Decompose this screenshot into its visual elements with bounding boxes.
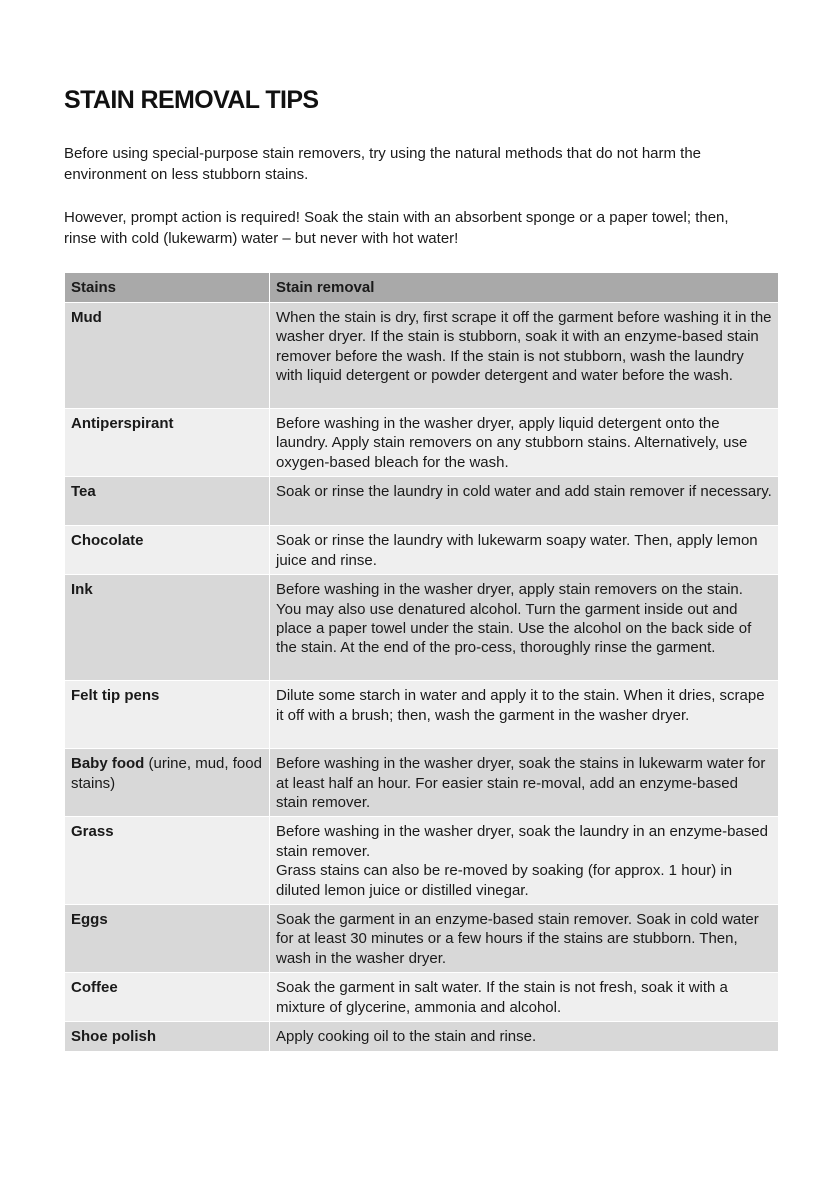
page-title: STAIN REMOVAL TIPS [64, 86, 319, 114]
stain-cell: Grass [65, 817, 270, 905]
table-row [65, 409, 779, 477]
table-row [65, 1022, 779, 1051]
stain-cell: Shoe polish [65, 1022, 270, 1051]
stain-cell: Coffee [65, 973, 270, 1022]
header-stain-removal: Stain removal [270, 273, 779, 303]
table-row [65, 477, 779, 526]
removal-cell: Before washing in the washer dryer, soak the stains in lukewarm water for at least half an hour. For easier stain re-moval, add an enzyme-based stain remover. [270, 749, 779, 817]
stain-cell: Ink [65, 575, 270, 681]
stain-cell: Eggs [65, 905, 270, 973]
stain-cell: Antiperspirant [65, 409, 270, 477]
intro-paragraph: However, prompt action is required! Soak the stain with an absorbent sponge or a paper towel; then, rinse with cold (lukewarm) water – but never with hot water! [64, 209, 729, 247]
removal-cell: Soak the garment in salt water. If the stain is not fresh, soak it with a mixture of glycerine, ammonia and alcohol. [270, 973, 779, 1022]
removal-cell: Soak the garment in an enzyme-based stain remover. Soak in cold water for at least 30 minutes or a few hours if the stains are stubborn. Then, wash in the washer dryer. [270, 905, 779, 973]
stain-cell: Mud [65, 303, 270, 409]
stain-cell: Baby food (urine, mud, food stains) [65, 749, 270, 817]
removal-cell: Dilute some starch in water and apply it to the stain. When it dries, scrape it off with a brush; then, wash the garment in the washer dryer. [270, 681, 779, 749]
stain-cell: Tea [65, 477, 270, 526]
stain-removal-table [64, 272, 779, 1052]
removal-cell: Soak or rinse the laundry with lukewarm soapy water. Then, apply lemon juice and rinse. [270, 526, 779, 575]
table-row [65, 817, 779, 905]
removal-cell: Before washing in the washer dryer, apply liquid detergent onto the laundry. Apply stain removers on any stubborn stains. Alternatively, use oxygen-based bleach for the wash. [270, 409, 779, 477]
header-stains: Stains [65, 273, 270, 303]
table-row [65, 681, 779, 749]
table-row [65, 973, 779, 1022]
removal-cell: Apply cooking oil to the stain and rinse. [270, 1022, 779, 1051]
table-row [65, 575, 779, 681]
stain-cell: Chocolate [65, 526, 270, 575]
removal-cell: When the stain is dry, first scrape it off the garment before washing it in the washer dryer. If the stain is stubborn, soak it with an enzyme-based stain remover before the wash. If the stain is not stubborn, wash the laundry with liquid detergent or powder detergent and water before the wash. [270, 303, 779, 409]
table-row [65, 303, 779, 409]
removal-cell: Before washing in the washer dryer, soak the laundry in an enzyme-based stain remover. Grass stains can also be re-moved by soaking (for approx. 1 hour) in diluted lemon juice or distilled vinegar. [270, 817, 779, 905]
removal-cell: Soak or rinse the laundry in cold water and add stain remover if necessary. [270, 477, 779, 526]
table-row [65, 526, 779, 575]
intro-paragraph: Before using special-purpose stain removers, try using the natural methods that do not harm the environment on less stubborn stains. [64, 145, 702, 183]
table-row [65, 905, 779, 973]
table-row [65, 749, 779, 817]
stain-cell: Felt tip pens [65, 681, 270, 749]
table-header-row [65, 273, 779, 303]
removal-cell: Before washing in the washer dryer, apply stain removers on the stain. You may also use denatured alcohol. Turn the garment inside out and place a paper towel under the stain. Use the alcohol on the back side of the stain. At the end of the pro-cess, thoroughly rinse the garment. [270, 575, 779, 681]
